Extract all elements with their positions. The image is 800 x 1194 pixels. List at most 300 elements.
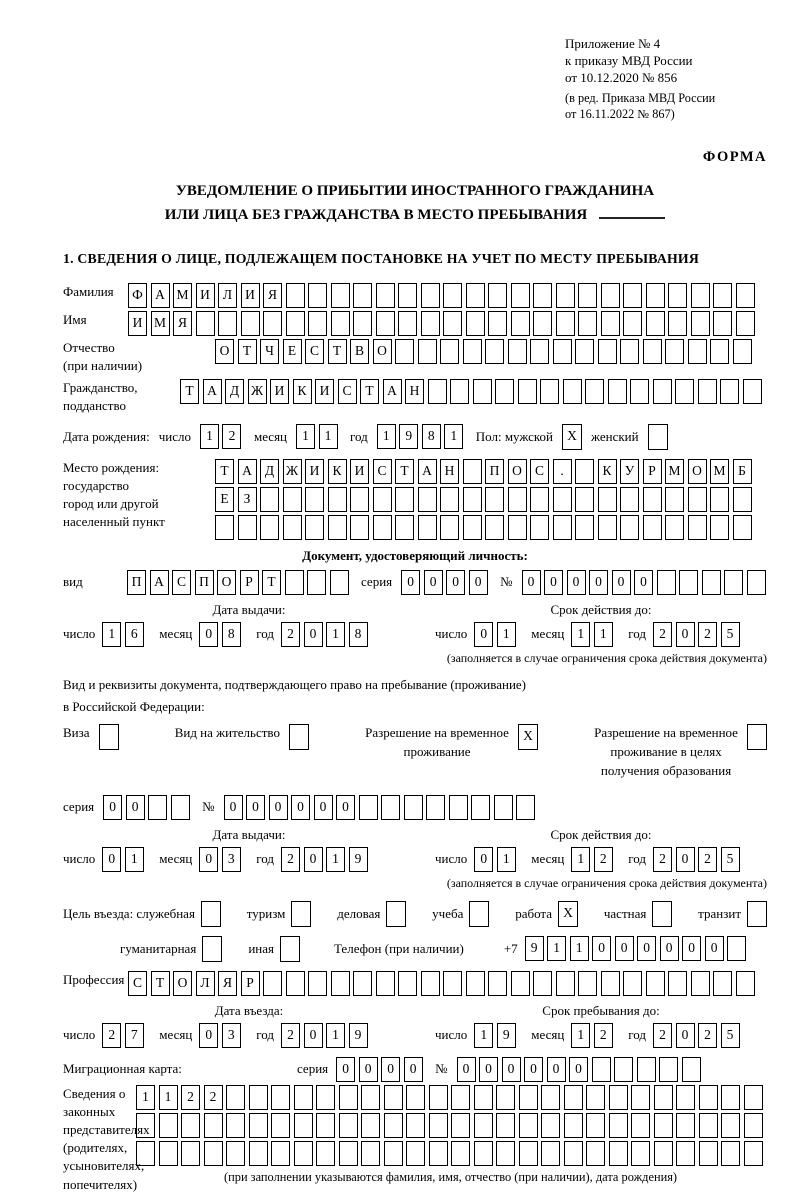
doc-number-cell[interactable]: 0 (612, 570, 631, 595)
name-cell[interactable]: И (128, 311, 147, 336)
patronymic-cell[interactable]: Ч (260, 339, 279, 364)
patronymic-cell[interactable] (553, 339, 572, 364)
representatives-cell[interactable] (699, 1113, 718, 1138)
birth-place-cell[interactable] (440, 515, 459, 540)
representatives-cell[interactable] (519, 1113, 538, 1138)
surname-cell[interactable] (691, 283, 710, 308)
patronymic-cell[interactable] (665, 339, 684, 364)
citizenship-cell[interactable] (675, 379, 694, 404)
profession-cell[interactable] (263, 971, 282, 996)
birth-place-cell[interactable]: К (328, 459, 347, 484)
name-cell[interactable]: Я (173, 311, 192, 336)
visa-checkbox[interactable] (99, 724, 119, 750)
permit-issue-year-cell[interactable]: 2 (281, 847, 300, 872)
representatives-cell[interactable] (159, 1113, 178, 1138)
migcard-number-cell[interactable]: 0 (524, 1057, 543, 1082)
migcard-number-cell[interactable]: 0 (457, 1057, 476, 1082)
surname-cell[interactable] (736, 283, 755, 308)
doc-valid-year-cell[interactable]: 0 (676, 622, 695, 647)
phone-digit-cell[interactable] (727, 936, 746, 961)
patronymic-cell[interactable] (418, 339, 437, 364)
stay-day-cell[interactable]: 1 (474, 1023, 493, 1048)
migcard-number-cell[interactable] (659, 1057, 678, 1082)
representatives-cell[interactable] (271, 1085, 290, 1110)
name-cell[interactable] (218, 311, 237, 336)
entry-year-cell[interactable]: 1 (326, 1023, 345, 1048)
name-cell[interactable] (398, 311, 417, 336)
purpose-study-checkbox[interactable] (469, 901, 489, 927)
representatives-cell[interactable] (271, 1141, 290, 1166)
birth-place-cell[interactable] (530, 487, 549, 512)
doc-number-cell[interactable]: 0 (544, 570, 563, 595)
profession-cell[interactable]: Р (241, 971, 260, 996)
patronymic-cell[interactable] (530, 339, 549, 364)
patronymic-cell[interactable] (575, 339, 594, 364)
stay-month-cell[interactable]: 2 (594, 1023, 613, 1048)
phone-digit-cell[interactable]: 1 (570, 936, 589, 961)
representatives-cell[interactable] (136, 1113, 155, 1138)
profession-cell[interactable] (556, 971, 575, 996)
phone-digit-cell[interactable]: 0 (637, 936, 656, 961)
representatives-cell[interactable] (429, 1085, 448, 1110)
doc-issue-year-cell[interactable]: 0 (304, 622, 323, 647)
birth-place-cell[interactable] (643, 487, 662, 512)
permit-series-cell[interactable]: 0 (103, 795, 122, 820)
citizenship-cell[interactable] (743, 379, 762, 404)
doc-number-cell[interactable]: 0 (589, 570, 608, 595)
doc-valid-year-cell[interactable]: 5 (721, 622, 740, 647)
representatives-cell[interactable] (496, 1141, 515, 1166)
representatives-cell[interactable] (339, 1085, 358, 1110)
birth-place-cell[interactable] (553, 487, 572, 512)
citizenship-cell[interactable] (473, 379, 492, 404)
birth-place-cell[interactable]: . (553, 459, 572, 484)
permit-valid-day-cell[interactable]: 1 (497, 847, 516, 872)
name-cell[interactable] (511, 311, 530, 336)
birth-place-cell[interactable] (440, 487, 459, 512)
doc-type-cell[interactable]: Р (240, 570, 259, 595)
doc-number-cell[interactable]: 0 (522, 570, 541, 595)
citizenship-cell[interactable]: А (383, 379, 402, 404)
profession-cell[interactable] (331, 971, 350, 996)
representatives-cell[interactable] (451, 1113, 470, 1138)
stay-year-cell[interactable]: 2 (653, 1023, 672, 1048)
birth-place-cell[interactable]: М (710, 459, 729, 484)
birth-place-cell[interactable] (688, 487, 707, 512)
surname-cell[interactable] (443, 283, 462, 308)
patronymic-cell[interactable] (440, 339, 459, 364)
permit-valid-month-cell[interactable]: 2 (594, 847, 613, 872)
surname-cell[interactable]: М (173, 283, 192, 308)
representatives-cell[interactable] (429, 1141, 448, 1166)
representatives-cell[interactable] (564, 1141, 583, 1166)
purpose-business-checkbox[interactable] (386, 901, 406, 927)
profession-cell[interactable] (691, 971, 710, 996)
migcard-series-cell[interactable]: 0 (336, 1057, 355, 1082)
birth-place-cell[interactable] (260, 487, 279, 512)
representatives-cell[interactable] (586, 1141, 605, 1166)
permit-issue-month-cell[interactable]: 3 (222, 847, 241, 872)
permit-issue-month-cell[interactable]: 0 (199, 847, 218, 872)
name-cell[interactable] (443, 311, 462, 336)
purpose-official-checkbox[interactable] (201, 901, 221, 927)
birth-place-cell[interactable]: О (688, 459, 707, 484)
migcard-series-cell[interactable]: 0 (381, 1057, 400, 1082)
birth-place-cell[interactable]: И (350, 459, 369, 484)
citizenship-cell[interactable]: С (338, 379, 357, 404)
surname-cell[interactable] (646, 283, 665, 308)
citizenship-cell[interactable]: Т (360, 379, 379, 404)
representatives-cell[interactable] (249, 1113, 268, 1138)
doc-type-cell[interactable]: С (172, 570, 191, 595)
surname-cell[interactable] (376, 283, 395, 308)
profession-cell[interactable] (533, 971, 552, 996)
surname-cell[interactable] (286, 283, 305, 308)
birth-place-cell[interactable] (260, 515, 279, 540)
birth-place-cell[interactable] (710, 487, 729, 512)
birth-place-cell[interactable] (733, 487, 752, 512)
birth-place-cell[interactable] (418, 515, 437, 540)
name-cell[interactable] (668, 311, 687, 336)
phone-digit-cell[interactable]: 0 (615, 936, 634, 961)
profession-cell[interactable] (353, 971, 372, 996)
doc-valid-month-cell[interactable]: 1 (594, 622, 613, 647)
representatives-cell[interactable] (316, 1113, 335, 1138)
doc-valid-year-cell[interactable]: 2 (653, 622, 672, 647)
birth-place-cell[interactable] (508, 515, 527, 540)
birth-place-cell[interactable] (305, 487, 324, 512)
birth-place-cell[interactable] (508, 487, 527, 512)
representatives-cell[interactable] (384, 1141, 403, 1166)
citizenship-cell[interactable] (495, 379, 514, 404)
birth-place-cell[interactable] (373, 487, 392, 512)
birth-place-cell[interactable]: Т (215, 459, 234, 484)
representatives-cell[interactable] (474, 1085, 493, 1110)
phone-digit-cell[interactable]: 9 (525, 936, 544, 961)
representatives-cell[interactable] (519, 1141, 538, 1166)
doc-issue-month-cell[interactable]: 0 (199, 622, 218, 647)
representatives-cell[interactable] (744, 1085, 763, 1110)
permit-number-cell[interactable]: 0 (336, 795, 355, 820)
birth-month-cell[interactable]: 1 (296, 424, 315, 449)
patronymic-cell[interactable] (710, 339, 729, 364)
birth-place-cell[interactable]: О (508, 459, 527, 484)
representatives-cell[interactable] (744, 1113, 763, 1138)
permit-number-cell[interactable] (404, 795, 423, 820)
birth-place-cell[interactable] (350, 487, 369, 512)
birth-place-cell[interactable] (283, 487, 302, 512)
name-cell[interactable] (263, 311, 282, 336)
birth-place-cell[interactable] (575, 487, 594, 512)
representatives-cell[interactable] (451, 1085, 470, 1110)
birth-place-cell[interactable] (215, 515, 234, 540)
sex-male-checkbox[interactable]: X (562, 424, 582, 450)
representatives-cell[interactable]: 1 (136, 1085, 155, 1110)
permit-series-cell[interactable]: 0 (126, 795, 145, 820)
representatives-cell[interactable] (496, 1113, 515, 1138)
citizenship-cell[interactable]: И (270, 379, 289, 404)
birth-place-cell[interactable] (238, 515, 257, 540)
purpose-work-checkbox[interactable]: X (558, 901, 578, 927)
surname-cell[interactable]: Л (218, 283, 237, 308)
doc-valid-year-cell[interactable]: 2 (698, 622, 717, 647)
birth-place-cell[interactable] (463, 459, 482, 484)
migcard-number-cell[interactable] (614, 1057, 633, 1082)
citizenship-cell[interactable]: Н (405, 379, 424, 404)
surname-cell[interactable]: Ф (128, 283, 147, 308)
migcard-number-cell[interactable] (682, 1057, 701, 1082)
citizenship-cell[interactable] (540, 379, 559, 404)
doc-type-cell[interactable]: П (127, 570, 146, 595)
doc-number-cell[interactable] (702, 570, 721, 595)
doc-issue-year-cell[interactable]: 2 (281, 622, 300, 647)
profession-cell[interactable] (376, 971, 395, 996)
profession-cell[interactable] (421, 971, 440, 996)
birth-place-cell[interactable] (485, 515, 504, 540)
name-cell[interactable] (308, 311, 327, 336)
birth-place-cell[interactable] (575, 515, 594, 540)
doc-series-cell[interactable]: 0 (424, 570, 443, 595)
birth-place-cell[interactable]: Т (395, 459, 414, 484)
birth-place-cell[interactable] (395, 515, 414, 540)
representatives-cell[interactable] (676, 1141, 695, 1166)
birth-place-cell[interactable]: Р (643, 459, 662, 484)
patronymic-cell[interactable] (485, 339, 504, 364)
permit-number-cell[interactable] (516, 795, 535, 820)
citizenship-cell[interactable]: Т (180, 379, 199, 404)
patronymic-cell[interactable] (598, 339, 617, 364)
doc-type-cell[interactable] (330, 570, 349, 595)
citizenship-cell[interactable] (585, 379, 604, 404)
representatives-cell[interactable] (384, 1085, 403, 1110)
representatives-cell[interactable] (654, 1085, 673, 1110)
sex-female-checkbox[interactable] (648, 424, 668, 450)
representatives-cell[interactable] (609, 1141, 628, 1166)
representatives-cell[interactable] (609, 1113, 628, 1138)
representatives-cell[interactable] (316, 1141, 335, 1166)
surname-cell[interactable] (331, 283, 350, 308)
name-cell[interactable] (623, 311, 642, 336)
representatives-cell[interactable]: 2 (204, 1085, 223, 1110)
birth-place-cell[interactable] (463, 487, 482, 512)
migcard-number-cell[interactable]: 0 (479, 1057, 498, 1082)
migcard-number-cell[interactable] (637, 1057, 656, 1082)
representatives-cell[interactable] (609, 1085, 628, 1110)
birth-place-cell[interactable] (598, 487, 617, 512)
representatives-cell[interactable] (249, 1141, 268, 1166)
representatives-cell[interactable] (631, 1141, 650, 1166)
doc-number-cell[interactable]: 0 (567, 570, 586, 595)
birth-place-cell[interactable]: Б (733, 459, 752, 484)
representatives-cell[interactable] (271, 1113, 290, 1138)
doc-number-cell[interactable] (657, 570, 676, 595)
representatives-cell[interactable] (226, 1113, 245, 1138)
profession-cell[interactable] (578, 971, 597, 996)
representatives-cell[interactable] (181, 1113, 200, 1138)
permit-number-cell[interactable] (471, 795, 490, 820)
stay-year-cell[interactable]: 5 (721, 1023, 740, 1048)
birth-place-cell[interactable]: К (598, 459, 617, 484)
birth-place-cell[interactable] (688, 515, 707, 540)
profession-cell[interactable]: С (128, 971, 147, 996)
profession-cell[interactable] (601, 971, 620, 996)
name-cell[interactable] (601, 311, 620, 336)
surname-cell[interactable] (353, 283, 372, 308)
representatives-cell[interactable] (631, 1113, 650, 1138)
name-cell[interactable] (646, 311, 665, 336)
citizenship-cell[interactable] (428, 379, 447, 404)
representatives-cell[interactable] (631, 1085, 650, 1110)
name-cell[interactable] (736, 311, 755, 336)
surname-cell[interactable] (466, 283, 485, 308)
name-cell[interactable] (196, 311, 215, 336)
entry-day-cell[interactable]: 7 (125, 1023, 144, 1048)
citizenship-cell[interactable] (698, 379, 717, 404)
permit-valid-day-cell[interactable]: 0 (474, 847, 493, 872)
permit-valid-year-cell[interactable]: 0 (676, 847, 695, 872)
name-cell[interactable] (286, 311, 305, 336)
citizenship-cell[interactable] (608, 379, 627, 404)
doc-issue-month-cell[interactable]: 8 (222, 622, 241, 647)
representatives-cell[interactable] (406, 1113, 425, 1138)
doc-series-cell[interactable]: 0 (401, 570, 420, 595)
patronymic-cell[interactable] (733, 339, 752, 364)
representatives-cell[interactable] (654, 1113, 673, 1138)
temp-education-checkbox[interactable] (747, 724, 767, 750)
permit-valid-year-cell[interactable]: 2 (653, 847, 672, 872)
representatives-cell[interactable] (204, 1113, 223, 1138)
patronymic-cell[interactable]: Е (283, 339, 302, 364)
entry-month-cell[interactable]: 0 (199, 1023, 218, 1048)
birth-place-cell[interactable] (665, 487, 684, 512)
birth-place-cell[interactable]: А (418, 459, 437, 484)
citizenship-cell[interactable]: А (203, 379, 222, 404)
birth-place-cell[interactable] (530, 515, 549, 540)
birth-place-cell[interactable] (598, 515, 617, 540)
birth-place-cell[interactable]: С (373, 459, 392, 484)
permit-series-cell[interactable] (171, 795, 190, 820)
representatives-cell[interactable] (699, 1085, 718, 1110)
name-cell[interactable] (331, 311, 350, 336)
profession-cell[interactable]: Л (196, 971, 215, 996)
birth-place-cell[interactable]: П (485, 459, 504, 484)
profession-cell[interactable] (668, 971, 687, 996)
representatives-cell[interactable] (721, 1085, 740, 1110)
permit-valid-month-cell[interactable]: 1 (571, 847, 590, 872)
citizenship-cell[interactable] (653, 379, 672, 404)
permit-number-cell[interactable]: 0 (246, 795, 265, 820)
patronymic-cell[interactable] (620, 339, 639, 364)
representatives-cell[interactable] (249, 1085, 268, 1110)
phone-digit-cell[interactable]: 0 (660, 936, 679, 961)
doc-number-cell[interactable] (724, 570, 743, 595)
entry-day-cell[interactable]: 2 (102, 1023, 121, 1048)
birth-place-cell[interactable] (283, 515, 302, 540)
birth-place-cell[interactable] (553, 515, 572, 540)
representatives-cell[interactable] (406, 1085, 425, 1110)
profession-cell[interactable] (466, 971, 485, 996)
birth-place-cell[interactable]: Е (215, 487, 234, 512)
phone-digit-cell[interactable]: 0 (592, 936, 611, 961)
surname-cell[interactable]: А (151, 283, 170, 308)
representatives-cell[interactable] (676, 1085, 695, 1110)
permit-number-cell[interactable]: 0 (291, 795, 310, 820)
doc-type-cell[interactable] (307, 570, 326, 595)
representatives-cell[interactable] (294, 1141, 313, 1166)
surname-cell[interactable] (601, 283, 620, 308)
birth-place-cell[interactable]: А (238, 459, 257, 484)
patronymic-cell[interactable] (643, 339, 662, 364)
name-cell[interactable] (353, 311, 372, 336)
profession-cell[interactable] (398, 971, 417, 996)
representatives-cell[interactable] (316, 1085, 335, 1110)
representatives-cell[interactable] (361, 1085, 380, 1110)
name-cell[interactable] (466, 311, 485, 336)
representatives-cell[interactable] (744, 1141, 763, 1166)
birth-place-cell[interactable]: М (665, 459, 684, 484)
surname-cell[interactable] (713, 283, 732, 308)
permit-number-cell[interactable] (494, 795, 513, 820)
representatives-cell[interactable] (226, 1085, 245, 1110)
birth-place-cell[interactable] (328, 487, 347, 512)
birth-year-cell[interactable]: 9 (399, 424, 418, 449)
representatives-cell[interactable] (294, 1113, 313, 1138)
patronymic-cell[interactable]: В (350, 339, 369, 364)
patronymic-cell[interactable] (688, 339, 707, 364)
migcard-number-cell[interactable] (592, 1057, 611, 1082)
permit-valid-year-cell[interactable]: 5 (721, 847, 740, 872)
birth-place-cell[interactable] (620, 487, 639, 512)
representatives-cell[interactable] (136, 1141, 155, 1166)
profession-cell[interactable] (646, 971, 665, 996)
representatives-cell[interactable] (586, 1113, 605, 1138)
representatives-cell[interactable] (541, 1085, 560, 1110)
citizenship-cell[interactable]: Ж (248, 379, 267, 404)
patronymic-cell[interactable] (508, 339, 527, 364)
birth-year-cell[interactable]: 1 (444, 424, 463, 449)
doc-issue-day-cell[interactable]: 6 (125, 622, 144, 647)
residence-permit-checkbox[interactable] (289, 724, 309, 750)
profession-cell[interactable] (443, 971, 462, 996)
stay-day-cell[interactable]: 9 (497, 1023, 516, 1048)
permit-series-cell[interactable] (148, 795, 167, 820)
representatives-cell[interactable] (721, 1141, 740, 1166)
representatives-cell[interactable]: 2 (181, 1085, 200, 1110)
patronymic-cell[interactable]: Т (328, 339, 347, 364)
patronymic-cell[interactable]: О (215, 339, 234, 364)
surname-cell[interactable] (488, 283, 507, 308)
representatives-cell[interactable] (339, 1141, 358, 1166)
permit-issue-year-cell[interactable]: 9 (349, 847, 368, 872)
profession-cell[interactable] (286, 971, 305, 996)
birth-day-cell[interactable]: 1 (200, 424, 219, 449)
representatives-cell[interactable] (474, 1113, 493, 1138)
birth-year-cell[interactable]: 8 (422, 424, 441, 449)
name-cell[interactable] (691, 311, 710, 336)
birth-place-cell[interactable] (373, 515, 392, 540)
surname-cell[interactable] (668, 283, 687, 308)
doc-type-cell[interactable]: А (150, 570, 169, 595)
surname-cell[interactable]: Я (263, 283, 282, 308)
migcard-number-cell[interactable]: 0 (547, 1057, 566, 1082)
doc-number-cell[interactable] (679, 570, 698, 595)
doc-type-cell[interactable]: О (217, 570, 236, 595)
citizenship-cell[interactable] (563, 379, 582, 404)
doc-type-cell[interactable]: П (195, 570, 214, 595)
birth-place-cell[interactable] (485, 487, 504, 512)
birth-place-cell[interactable]: Д (260, 459, 279, 484)
birth-place-cell[interactable]: У (620, 459, 639, 484)
